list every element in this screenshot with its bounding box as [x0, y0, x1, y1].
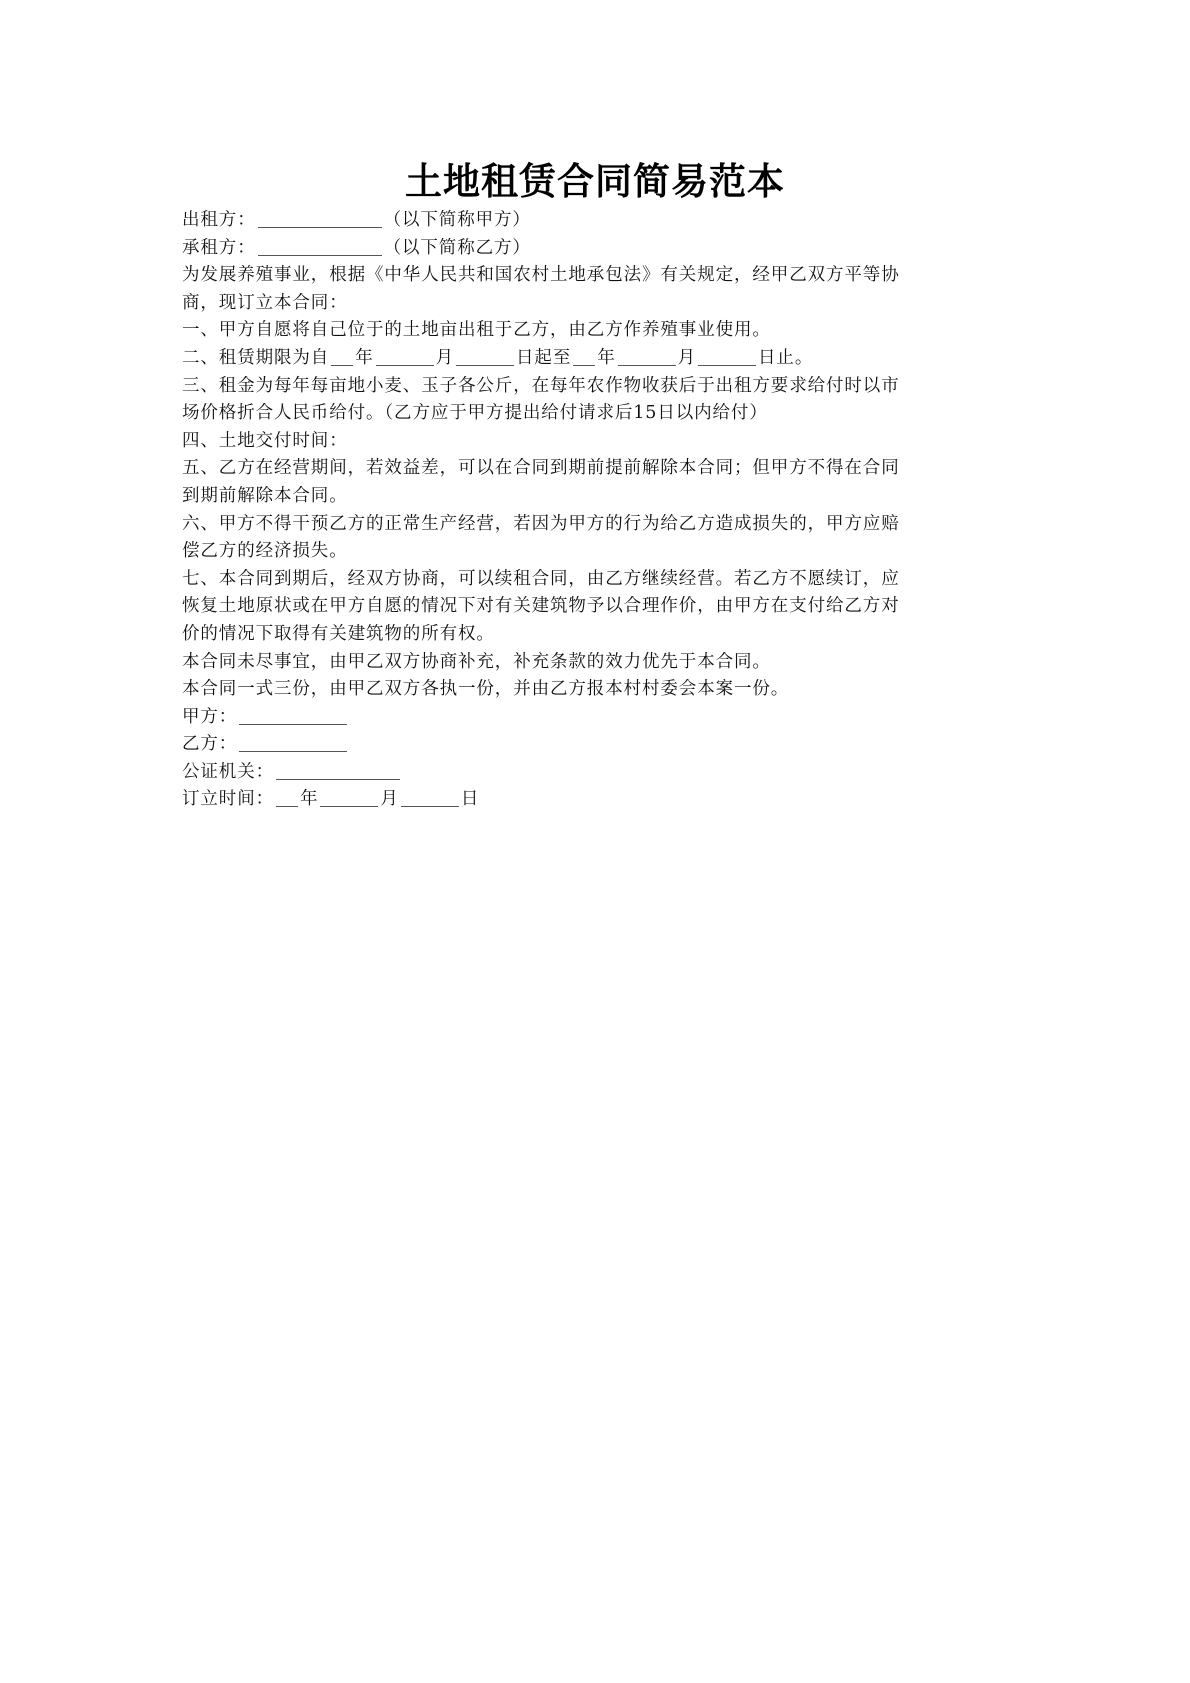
end-day-blank[interactable]	[698, 347, 756, 366]
clause-2-prefix: 二、租赁期限为自	[182, 347, 330, 368]
date-label: 订立时间：	[182, 789, 274, 810]
notary-line	[182, 759, 1012, 787]
clause-5-line-1: 五、乙方在经营期间，若效益差，可以在合同到期前提前解除本合同；但甲方不得在合同	[182, 458, 900, 479]
sign-a-line	[182, 704, 1012, 732]
supplement-clause: 本合同未尽事宜，由甲乙双方协商补充，补充条款的效力优先于本合同。	[182, 651, 771, 672]
start-month-blank[interactable]	[376, 347, 434, 366]
end-year-blank[interactable]	[573, 347, 595, 366]
clause-7-line-3: 价的情况下取得有关建筑物的所有权。	[182, 623, 495, 644]
preamble-line-1: 为发展养殖事业，根据《中华人民共和国农村土地承包法》有关规定，经甲乙双方平等协	[182, 265, 900, 286]
date-day: 日	[460, 789, 480, 810]
lessee-line	[182, 235, 1012, 263]
date-year-blank[interactable]	[276, 788, 298, 807]
start-day-blank[interactable]	[456, 347, 514, 366]
clause-4: 四、土地交付时间：	[182, 430, 348, 451]
clause-2-month2: 月	[677, 347, 697, 368]
clause-3-line-1: 三、租金为每年每亩地小麦、玉子各公斤，在每年农作物收获后于出租方要求给付时以市	[182, 375, 900, 396]
notary-blank[interactable]	[276, 761, 400, 780]
notary-label: 公证机关：	[182, 761, 274, 782]
lessor-blank[interactable]	[258, 209, 382, 228]
clause-5-line-2: 到期前解除本合同。	[182, 485, 348, 506]
end-month-blank[interactable]	[618, 347, 676, 366]
lessor-label: 出租方：	[182, 210, 256, 230]
clause-1: 一、甲方自愿将自己位于的土地亩出租于乙方，由乙方作养殖事业使用。	[182, 320, 771, 341]
sign-a-blank[interactable]	[239, 706, 347, 725]
clause-6-line-1: 六、甲方不得干预乙方的正常生产经营，若因为甲方的行为给乙方造成损失的，甲方应赔	[182, 513, 900, 534]
lessee-blank[interactable]	[258, 237, 382, 256]
date-day-blank[interactable]	[401, 788, 459, 807]
lessee-label: 承租方：	[182, 237, 256, 258]
sign-a-label: 甲方：	[182, 706, 238, 727]
copies-clause: 本合同一式三份，由甲乙双方各执一份，并由乙方报本村村委会本案一份。	[182, 679, 790, 700]
clause-7-line-1: 七、本合同到期后，经双方协商，可以续租合同，由乙方继续经营。若乙方不愿续订，应	[182, 568, 900, 589]
date-year: 年	[300, 789, 319, 810]
document-body	[182, 207, 1012, 814]
clause-2-year2: 年	[597, 347, 616, 368]
document-title: 土地租赁合同简易范本	[405, 160, 785, 203]
clause-6-line-2: 偿乙方的经济损失。	[182, 541, 348, 562]
lessor-line	[182, 207, 1012, 235]
clause-2-day2: 日止。	[758, 347, 814, 368]
clause-2-year1: 年	[355, 347, 374, 368]
clause-3-line-2: 场价格折合人民币给付。（乙方应于甲方提出给付请求后15日以内给付）	[182, 403, 768, 424]
clause-2-day1: 日起至	[516, 347, 572, 368]
sign-b-blank[interactable]	[239, 733, 347, 752]
start-year-blank[interactable]	[331, 347, 353, 366]
sign-b-label: 乙方：	[182, 734, 238, 755]
date-month: 月	[380, 789, 399, 810]
preamble-line-2: 商，现订立本合同：	[182, 292, 348, 313]
clause-2-month1: 月	[435, 347, 455, 368]
sign-b-line	[182, 731, 1012, 759]
date-month-blank[interactable]	[320, 788, 378, 807]
clause-7-line-2: 恢复土地原状或在甲方自愿的情况下对有关建筑物予以合理作价，由甲方在支付给乙方对	[182, 596, 900, 617]
date-line	[182, 786, 1012, 814]
clause-2	[182, 345, 1012, 373]
lessee-note: （以下简称乙方）	[383, 237, 531, 258]
lessor-note: （以下简称甲方）	[383, 210, 531, 230]
